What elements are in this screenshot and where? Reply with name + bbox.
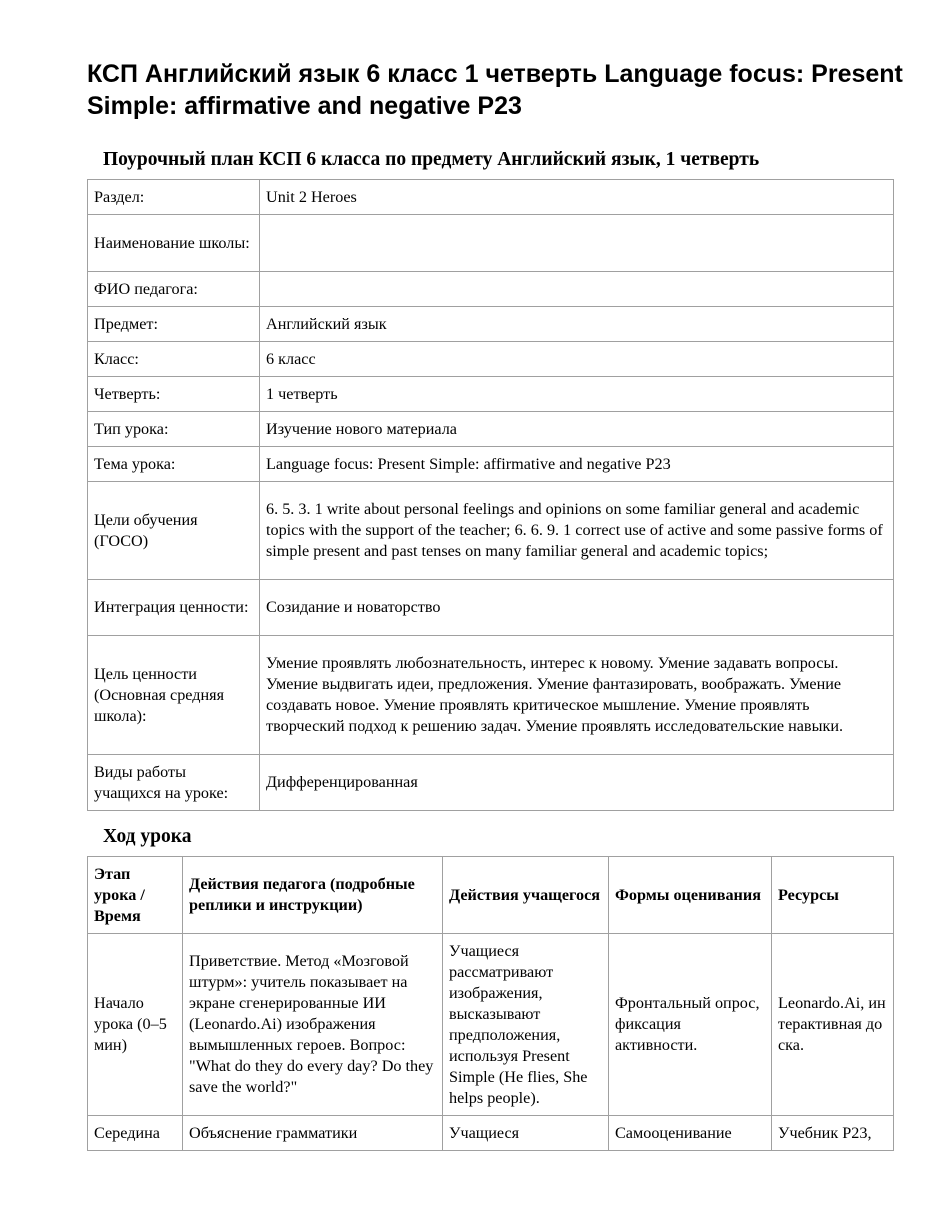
info-value: Умение проявлять любознательность, интерес к новому. Умение задавать вопросы. Умение выдвигать идеи, предложения. Умение фантазировать, воображать. Умение создавать новое. Умение проявлять критическое мышление. Умение проявлять творческий подход к решению задач. Умение проявлять исследовательские навыки. — [260, 636, 894, 755]
info-value: Изучение нового материала — [260, 412, 894, 447]
info-label: Наименование школы: — [88, 215, 260, 272]
column-header-teacher-actions: Действия педагога (подробные реплики и инструкции) — [183, 857, 443, 934]
lesson-header-row — [88, 857, 894, 934]
lesson-flow-table — [87, 856, 894, 1151]
info-label: Тип урока: — [88, 412, 260, 447]
info-row — [88, 377, 894, 412]
info-row — [88, 412, 894, 447]
info-value: Английский язык — [260, 307, 894, 342]
info-value — [260, 272, 894, 307]
lesson-cell: Учащиеся рассматривают изображения, высказывают предположения, используя Present Simple (He flies, She helps people). — [443, 934, 609, 1116]
plan-heading: Поурочный план КСП 6 класса по предмету Английский язык, 1 четверть — [103, 149, 760, 170]
info-value: 1 четверть — [260, 377, 894, 412]
info-value: Language focus: Present Simple: affirmative and negative P23 — [260, 447, 894, 482]
lesson-cell: Фронтальный опрос, фиксация активности. — [609, 934, 772, 1116]
lesson-cell: Приветствие. Метод «Мозговой штурм»: учитель показывает на экране сгенерированные ИИ (Leonardo.Ai) изображения вымышленных героев. Вопрос: "What do they do every day? Do they save the world?" — [183, 934, 443, 1116]
info-row — [88, 180, 894, 215]
table-row — [88, 934, 894, 1116]
lesson-cell: Leonardo.Ai, интерактивная доска. — [772, 934, 894, 1116]
info-label: Виды работы учащихся на уроке: — [88, 755, 260, 811]
info-row — [88, 447, 894, 482]
info-row — [88, 636, 894, 755]
info-row — [88, 307, 894, 342]
lesson-cell: Середина — [88, 1116, 183, 1151]
info-value: Unit 2 Heroes — [260, 180, 894, 215]
column-header-stage: Этап урока / Время — [88, 857, 183, 934]
column-header-student-actions: Действия учащегося — [443, 857, 609, 934]
info-label: Четверть: — [88, 377, 260, 412]
info-row — [88, 580, 894, 636]
info-label: Раздел: — [88, 180, 260, 215]
lesson-heading: Ход урока — [103, 826, 192, 847]
info-label: Цель ценности (Основная средняя школа): — [88, 636, 260, 755]
info-value: Дифференцированная — [260, 755, 894, 811]
info-label: Интеграция ценности: — [88, 580, 260, 636]
info-value: Созидание и новаторство — [260, 580, 894, 636]
info-row — [88, 342, 894, 377]
lesson-cell: Начало урока (0–5 мин) — [88, 934, 183, 1116]
info-row — [88, 215, 894, 272]
info-label: Тема урока: — [88, 447, 260, 482]
info-row — [88, 755, 894, 811]
column-header-assessment: Формы оценивания — [609, 857, 772, 934]
info-value — [260, 215, 894, 272]
info-label: Класс: — [88, 342, 260, 377]
lesson-cell: Учащиеся — [443, 1116, 609, 1151]
lesson-cell: Объяснение грамматики — [183, 1116, 443, 1151]
column-header-resources: Ресурсы — [772, 857, 894, 934]
document-title: КСП Английский язык 6 класс 1 четверть Language focus: Present Simple: affirmative and negative P23 — [87, 60, 903, 120]
lesson-cell: Учебник P23, — [772, 1116, 894, 1151]
info-row — [88, 272, 894, 307]
info-value: 6. 5. 3. 1 write about personal feelings and opinions on some familiar general and academic topics with the support of the teacher; 6. 6. 9. 1 correct use of active and some passive forms of simple present and past tenses on many familiar general and academic topics; — [260, 482, 894, 580]
info-value: 6 класс — [260, 342, 894, 377]
table-row — [88, 1116, 894, 1151]
info-label: Цели обучения (ГОСО) — [88, 482, 260, 580]
info-row — [88, 482, 894, 580]
lesson-cell: Самооценивание — [609, 1116, 772, 1151]
info-label: ФИО педагога: — [88, 272, 260, 307]
lesson-info-table — [87, 179, 894, 811]
info-label: Предмет: — [88, 307, 260, 342]
